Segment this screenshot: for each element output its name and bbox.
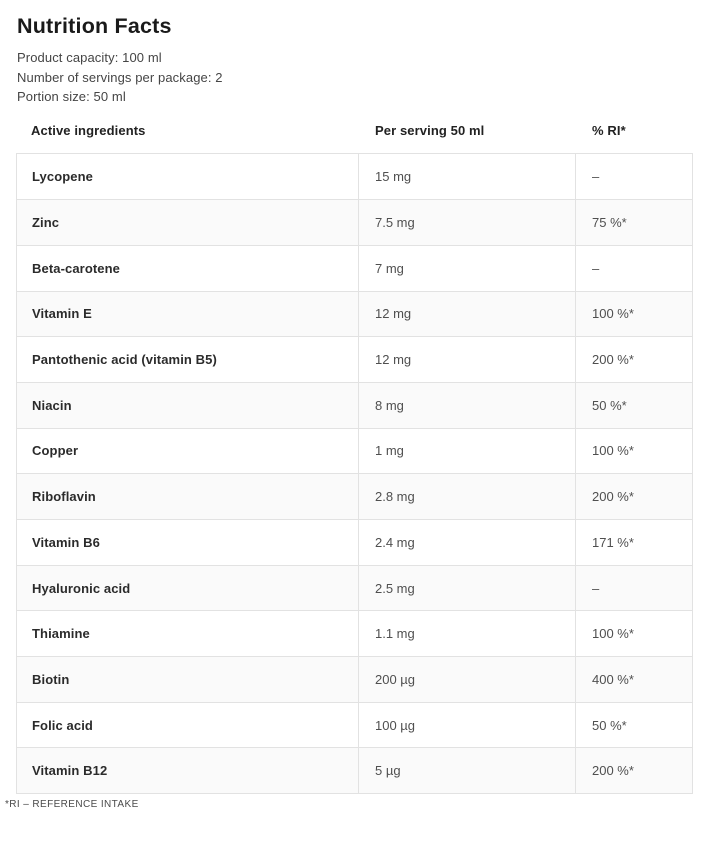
reference-intake-footnote: *RI – REFERENCE INTAKE — [5, 799, 139, 811]
servings-per-package-line: Number of servings per package: 2 — [17, 69, 223, 85]
ri-value: – — [575, 154, 692, 200]
ingredient-name: Zinc — [32, 215, 60, 231]
table-row — [17, 702, 692, 748]
per-serving-value: 7.5 mg — [358, 200, 575, 245]
ingredient-name: Vitamin B12 — [32, 763, 108, 779]
ingredient-name: Vitamin E — [32, 306, 92, 322]
column-header-ri: % RI* — [592, 122, 626, 138]
portion-size-line: Portion size: 50 ml — [17, 89, 126, 104]
ri-value: 200 %* — [575, 337, 692, 382]
table-row — [17, 199, 692, 245]
ri-value: 100 %* — [575, 611, 692, 656]
per-serving-value: 2.8 mg — [358, 474, 575, 519]
ri-value: 75 %* — [575, 200, 692, 245]
per-serving-value: 100 µg — [358, 703, 575, 748]
table-row — [17, 245, 692, 291]
nutrition-facts-panel — [0, 14, 709, 810]
per-serving-value: 200 µg — [358, 657, 575, 702]
per-serving-value: 2.5 mg — [358, 566, 575, 611]
table-row — [17, 382, 692, 428]
ingredient-name: Thiamine — [32, 626, 90, 642]
column-header-active-ingredients: Active ingredients — [31, 122, 146, 138]
ingredient-name: Beta-carotene — [32, 260, 120, 276]
table-row — [17, 747, 692, 793]
ingredient-name: Biotin — [32, 671, 70, 687]
per-serving-value: 1.1 mg — [358, 611, 575, 656]
ingredient-name: Niacin — [32, 397, 72, 413]
table-row — [17, 428, 692, 474]
ri-value: 100 %* — [575, 429, 692, 474]
table-body — [16, 153, 693, 795]
column-header-per-serving: Per serving 50 ml — [375, 122, 485, 138]
per-serving-value: 2.4 mg — [358, 520, 575, 565]
table-row — [17, 473, 692, 519]
ingredient-name: Copper — [32, 443, 79, 459]
ingredient-name: Riboflavin — [32, 489, 96, 505]
table-row — [17, 610, 692, 656]
ingredient-name: Pantothenic acid (vitamin B5) — [32, 352, 217, 368]
ri-value: 50 %* — [575, 383, 692, 428]
per-serving-value: 12 mg — [358, 337, 575, 382]
per-serving-value: 1 mg — [358, 429, 575, 474]
ri-value: 171 %* — [575, 520, 692, 565]
per-serving-value: 7 mg — [358, 246, 575, 291]
ingredient-name: Vitamin B6 — [32, 534, 100, 550]
table-row — [17, 565, 692, 611]
ingredient-name: Hyaluronic acid — [32, 580, 131, 596]
ingredient-name: Lycopene — [32, 168, 94, 184]
table-row — [17, 154, 692, 200]
ri-value: – — [575, 566, 692, 611]
ri-value: 50 %* — [575, 703, 692, 748]
table-row — [17, 336, 692, 382]
per-serving-value: 12 mg — [358, 292, 575, 337]
ri-value: 400 %* — [575, 657, 692, 702]
per-serving-value: 8 mg — [358, 383, 575, 428]
ri-value: – — [575, 246, 692, 291]
ingredient-name: Folic acid — [32, 717, 93, 733]
ri-value: 200 %* — [575, 474, 692, 519]
page-title: Nutrition Facts — [17, 14, 172, 38]
table-header-row — [16, 123, 693, 138]
ri-value: 200 %* — [575, 748, 692, 793]
per-serving-value: 15 mg — [358, 154, 575, 200]
table-row — [17, 519, 692, 565]
product-meta — [17, 48, 709, 107]
table-row — [17, 291, 692, 337]
ri-value: 100 %* — [575, 292, 692, 337]
table-row — [17, 656, 692, 702]
product-capacity-line: Product capacity: 100 ml — [17, 50, 162, 65]
per-serving-value: 5 µg — [358, 748, 575, 793]
